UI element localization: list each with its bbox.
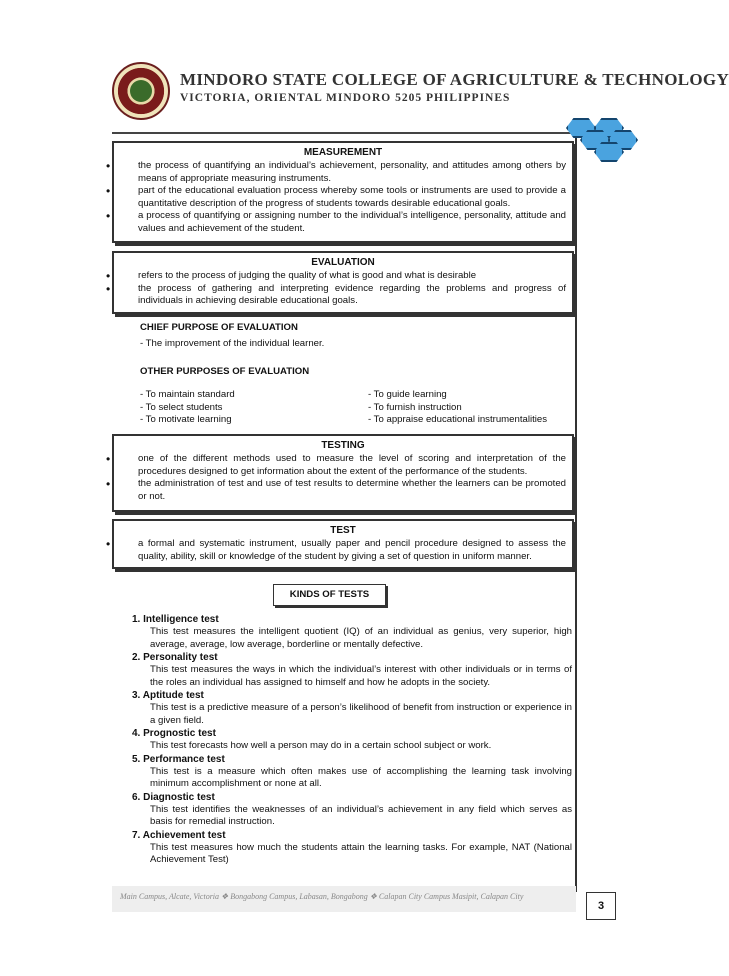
other-purposes-right [368, 389, 578, 427]
test-kind-name: 2. Personality test [132, 652, 218, 663]
purpose-item: - To select students [140, 401, 223, 413]
list-item: • the process of quantifying an individual’s achievement, personality, and attitudes among others by means of appropriate measuring instruments. [114, 160, 572, 185]
test-kind-description: This test identifies the weaknesses of an individual’s achievement in any field which serves as basis for remedial instruction. [150, 803, 572, 827]
list-item: • a formal and systematic instrument, usually paper and pencil procedure designed to assess the quality, ability, skill or knowledge of the student by giving a set of question in uniform manner. [114, 538, 572, 563]
list-item: • one of the different methods used to measure the level of scoring and interpretation of the procedures designed to get information about the extent of the performance of the students. [114, 453, 572, 478]
purpose-item: - To appraise educational instrumentalities [368, 414, 548, 425]
evaluation-list [114, 270, 572, 308]
test-kind-description: This test measures how much the students attain the learning tasks. For example, NAT (National Achievement Test) [150, 841, 572, 865]
other-purposes-left [140, 389, 340, 427]
evaluation-title: EVALUATION [311, 257, 375, 268]
testing-title: TESTING [321, 440, 365, 451]
measurement-title: MEASUREMENT [303, 147, 383, 158]
test-kind-item [132, 651, 572, 689]
evaluation-box [112, 251, 574, 314]
college-name: MINDORO STATE COLLEGE OF AGRICULTURE & TECHNOLOGY [180, 70, 729, 89]
test-kind-name: 4. Prognostic test [132, 728, 216, 739]
test-kind-name: 3. Aptitude test [132, 690, 204, 701]
test-kind-item [132, 689, 572, 727]
list-item: • part of the educational evaluation process whereby some tools or instruments are used to provide a quantitative description of the progress of students towards desirable educational goals. [114, 185, 572, 210]
test-kind-name: 5. Performance test [132, 753, 225, 765]
purpose-item: - To furnish instruction [368, 401, 462, 413]
test-kind-item [132, 753, 572, 791]
measurement-box [112, 141, 574, 243]
college-address: VICTORIA, ORIENTAL MINDORO 5205 PHILIPPINES [180, 92, 511, 104]
footer-campuses: Main Campus, Alcate, Victoria ❖ Bongabong Campus, Labasan, Bongabong ❖ Calapan City Campus Masipit, Calapan City [120, 892, 524, 901]
kinds-of-tests-heading: KINDS OF TESTS [273, 584, 386, 606]
test-kind-name: 1. Intelligence test [132, 614, 219, 625]
header-divider [112, 132, 576, 134]
test-kind-item [132, 829, 572, 867]
test-kind-description: This test forecasts how well a person may do in a certain school subject or work. [150, 740, 492, 751]
page-number: 3 [586, 892, 616, 920]
test-kind-description: This test is a measure which often makes use of accomplishing the learning task involving minimum accomplishment or none at all. [150, 765, 572, 789]
test-box [112, 519, 574, 569]
test-list [114, 538, 572, 563]
testing-box [112, 434, 574, 512]
chief-purpose-heading: CHIEF PURPOSE OF EVALUATION [140, 322, 298, 333]
test-kind-name: 6. Diagnostic test [132, 791, 215, 803]
list-item: • the administration of test and use of test results to determine whether the learners can be promoted or not. [114, 478, 572, 503]
other-purposes-heading: OTHER PURPOSES OF EVALUATION [140, 366, 310, 377]
measurement-list [114, 160, 572, 235]
test-kind-name: 7. Achievement test [132, 829, 226, 841]
test-title: TEST [330, 525, 356, 536]
kinds-of-tests-list [132, 613, 572, 867]
purpose-item: - To motivate learning [140, 414, 232, 425]
right-margin-rule [575, 132, 577, 892]
seal-emblem [130, 80, 152, 102]
list-item: • a process of quantifying or assigning number to the individual’s intelligence, personality, attitude and values and achievement of the student. [114, 210, 572, 235]
purpose-item: - To guide learning [368, 389, 447, 400]
test-kind-description: This test is a predictive measure of a person’s likelihood of benefit from instruction or experience in a given field. [150, 702, 572, 726]
chief-purpose-text: - The improvement of the individual learner. [140, 338, 325, 349]
test-kind-item [132, 613, 572, 651]
college-seal-logo [112, 62, 170, 120]
testing-list [114, 453, 572, 503]
purpose-item: - To maintain standard [140, 389, 235, 400]
test-kind-description: This test measures the intelligent quotient (IQ) of an individual as genius, very superior, high average, average, low average, borderline or mentally defective. [150, 626, 572, 650]
test-kind-description: This test measures the ways in which the individual’s interest with other individuals or in terms of the roles an individual has assigned to himself and how he adopts in the society. [150, 664, 572, 688]
test-kind-item [132, 727, 572, 753]
list-item: • the process of gathering and interpreting evidence regarding the problems and progress of individuals in achieving desirable educational goals. [114, 283, 572, 308]
list-item: • refers to the process of judging the quality of what is good and what is desirable [114, 270, 572, 283]
test-kind-item [132, 791, 572, 829]
